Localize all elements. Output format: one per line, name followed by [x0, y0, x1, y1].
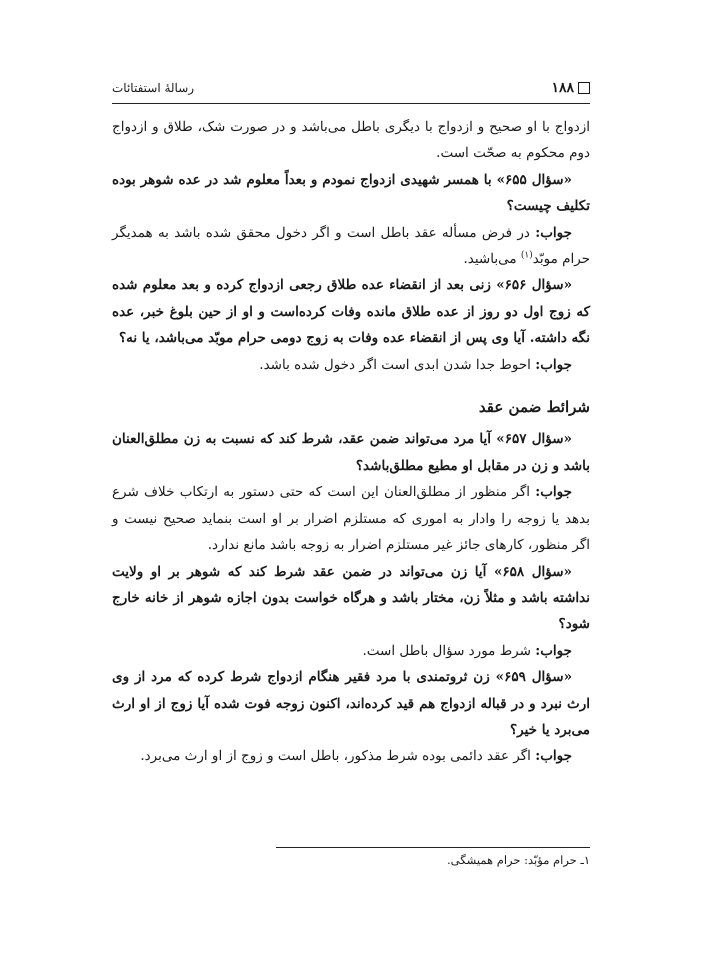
- question-text: زنی بعد از انقضاء عده طلاق رجعی ازدواج کرده و بعد معلوم شده که زوج اول دو روز از عده طلاق مانده وفات کرده‌است و او از حین بلوغ خبر، عده نگه داشته. آیا وی پس از انقضاء عده وفات به زوج دومی حرام موبّد می‌باشد، یا نه؟: [112, 277, 590, 347]
- answer-659: [112, 743, 590, 769]
- question-label: «سؤال ۶۵۸»: [493, 563, 572, 580]
- answer-text-end: می‌باشید.: [463, 251, 521, 268]
- question-label: «سؤال ۶۵۶»: [496, 277, 573, 294]
- answer-text: اگر منظور از مطلق‌العنان این است که حتی دستور به ارتکاب خلاف شرع بدهد یا زوجه را وادار به اموری که مستلزم اضرار بر او است بنماید صحیح نیست و اگر منظور، کارهای جائز غیر مستلزم اضرار به زوجه باشد مانع ندارد.: [112, 484, 590, 554]
- question-656: [112, 272, 590, 351]
- footnote: ۱ـ حرام مؤبّد: حرام همیشگی.: [447, 853, 590, 867]
- question-text: با همسر شهیدی ازدواج نمودم و بعداً معلوم شد در عده شوهر بوده تکلیف چیست؟: [112, 171, 590, 215]
- footnote-ref: (۱): [520, 250, 533, 261]
- answer-657: [112, 479, 590, 558]
- section-heading: شرائط ضمن عقد: [478, 398, 590, 417]
- header-rule: [112, 103, 590, 104]
- answer-text: اگر عقد دائمی بوده شرط مذکور، باطل است و زوج از او ارث می‌برد.: [140, 748, 536, 765]
- question-659: [112, 664, 590, 743]
- question-label: «سؤال ۶۵۵»: [496, 171, 572, 188]
- question-text: آیا مرد می‌تواند ضمن عقد، شرط کند که نسبت به زن مطلق‌العنان باشد و زن در مقابل او مطیع مطلق‌باشد؟: [112, 431, 590, 474]
- answer-658: [112, 638, 590, 664]
- paragraph-continuation: ازدواج با او صحیح و ازدواج با دیگری باطل می‌باشد و در صورت شک، طلاق و ازدواج دوم محکوم به صحّت است.: [112, 119, 590, 162]
- answer-label: جواب:: [535, 642, 572, 659]
- page-number: [551, 80, 590, 96]
- answer-text: در فرض مسأله عقد باطل است و اگر دخول محقق شده باشد به همدیگر حرام موبّد: [112, 224, 590, 268]
- question-text: آیا زن می‌تواند در ضمن عقد شرط کند که شوهر بر او ولایت نداشته باشد و مثلاً زن، مختار باشد و هرگاه خواست بدون اجازه شوهر از خانه خارج شود؟: [112, 563, 590, 633]
- page-header: [112, 78, 590, 102]
- question-658: [112, 559, 590, 638]
- answer-label: جواب:: [535, 484, 572, 501]
- footnote-rule: [276, 847, 590, 848]
- running-title: رسالۀ استفتائات: [112, 81, 195, 95]
- answer-text: احوط جدا شدن ابدی است اگر دخول شده باشد.: [259, 356, 536, 373]
- answer-label: جواب:: [535, 224, 572, 241]
- question-655: [112, 167, 590, 220]
- page-number-text: ۱۸۸: [551, 80, 574, 96]
- square-bullet-icon: [578, 82, 590, 94]
- question-657: [112, 426, 590, 479]
- answer-label: جواب:: [535, 748, 572, 765]
- answer-label: جواب:: [535, 356, 572, 373]
- answer-655: [112, 220, 590, 273]
- question-label: «سؤال ۶۵۷»: [496, 431, 572, 448]
- page-body: [112, 114, 590, 770]
- question-label: «سؤال ۶۵۹»: [495, 669, 573, 686]
- answer-text: شرط مورد سؤال باطل است.: [362, 642, 536, 659]
- answer-656: [112, 352, 590, 378]
- question-text: زن ثروتمندی با مرد فقیر هنگام ازدواج شرط کرده که مرد از وی ارث نبرد و در قباله ازدواج هم قید کرده‌اند، اکنون زوجه فوت شده آیا زوج از او ارث می‌برد یا خیر؟: [112, 669, 590, 738]
